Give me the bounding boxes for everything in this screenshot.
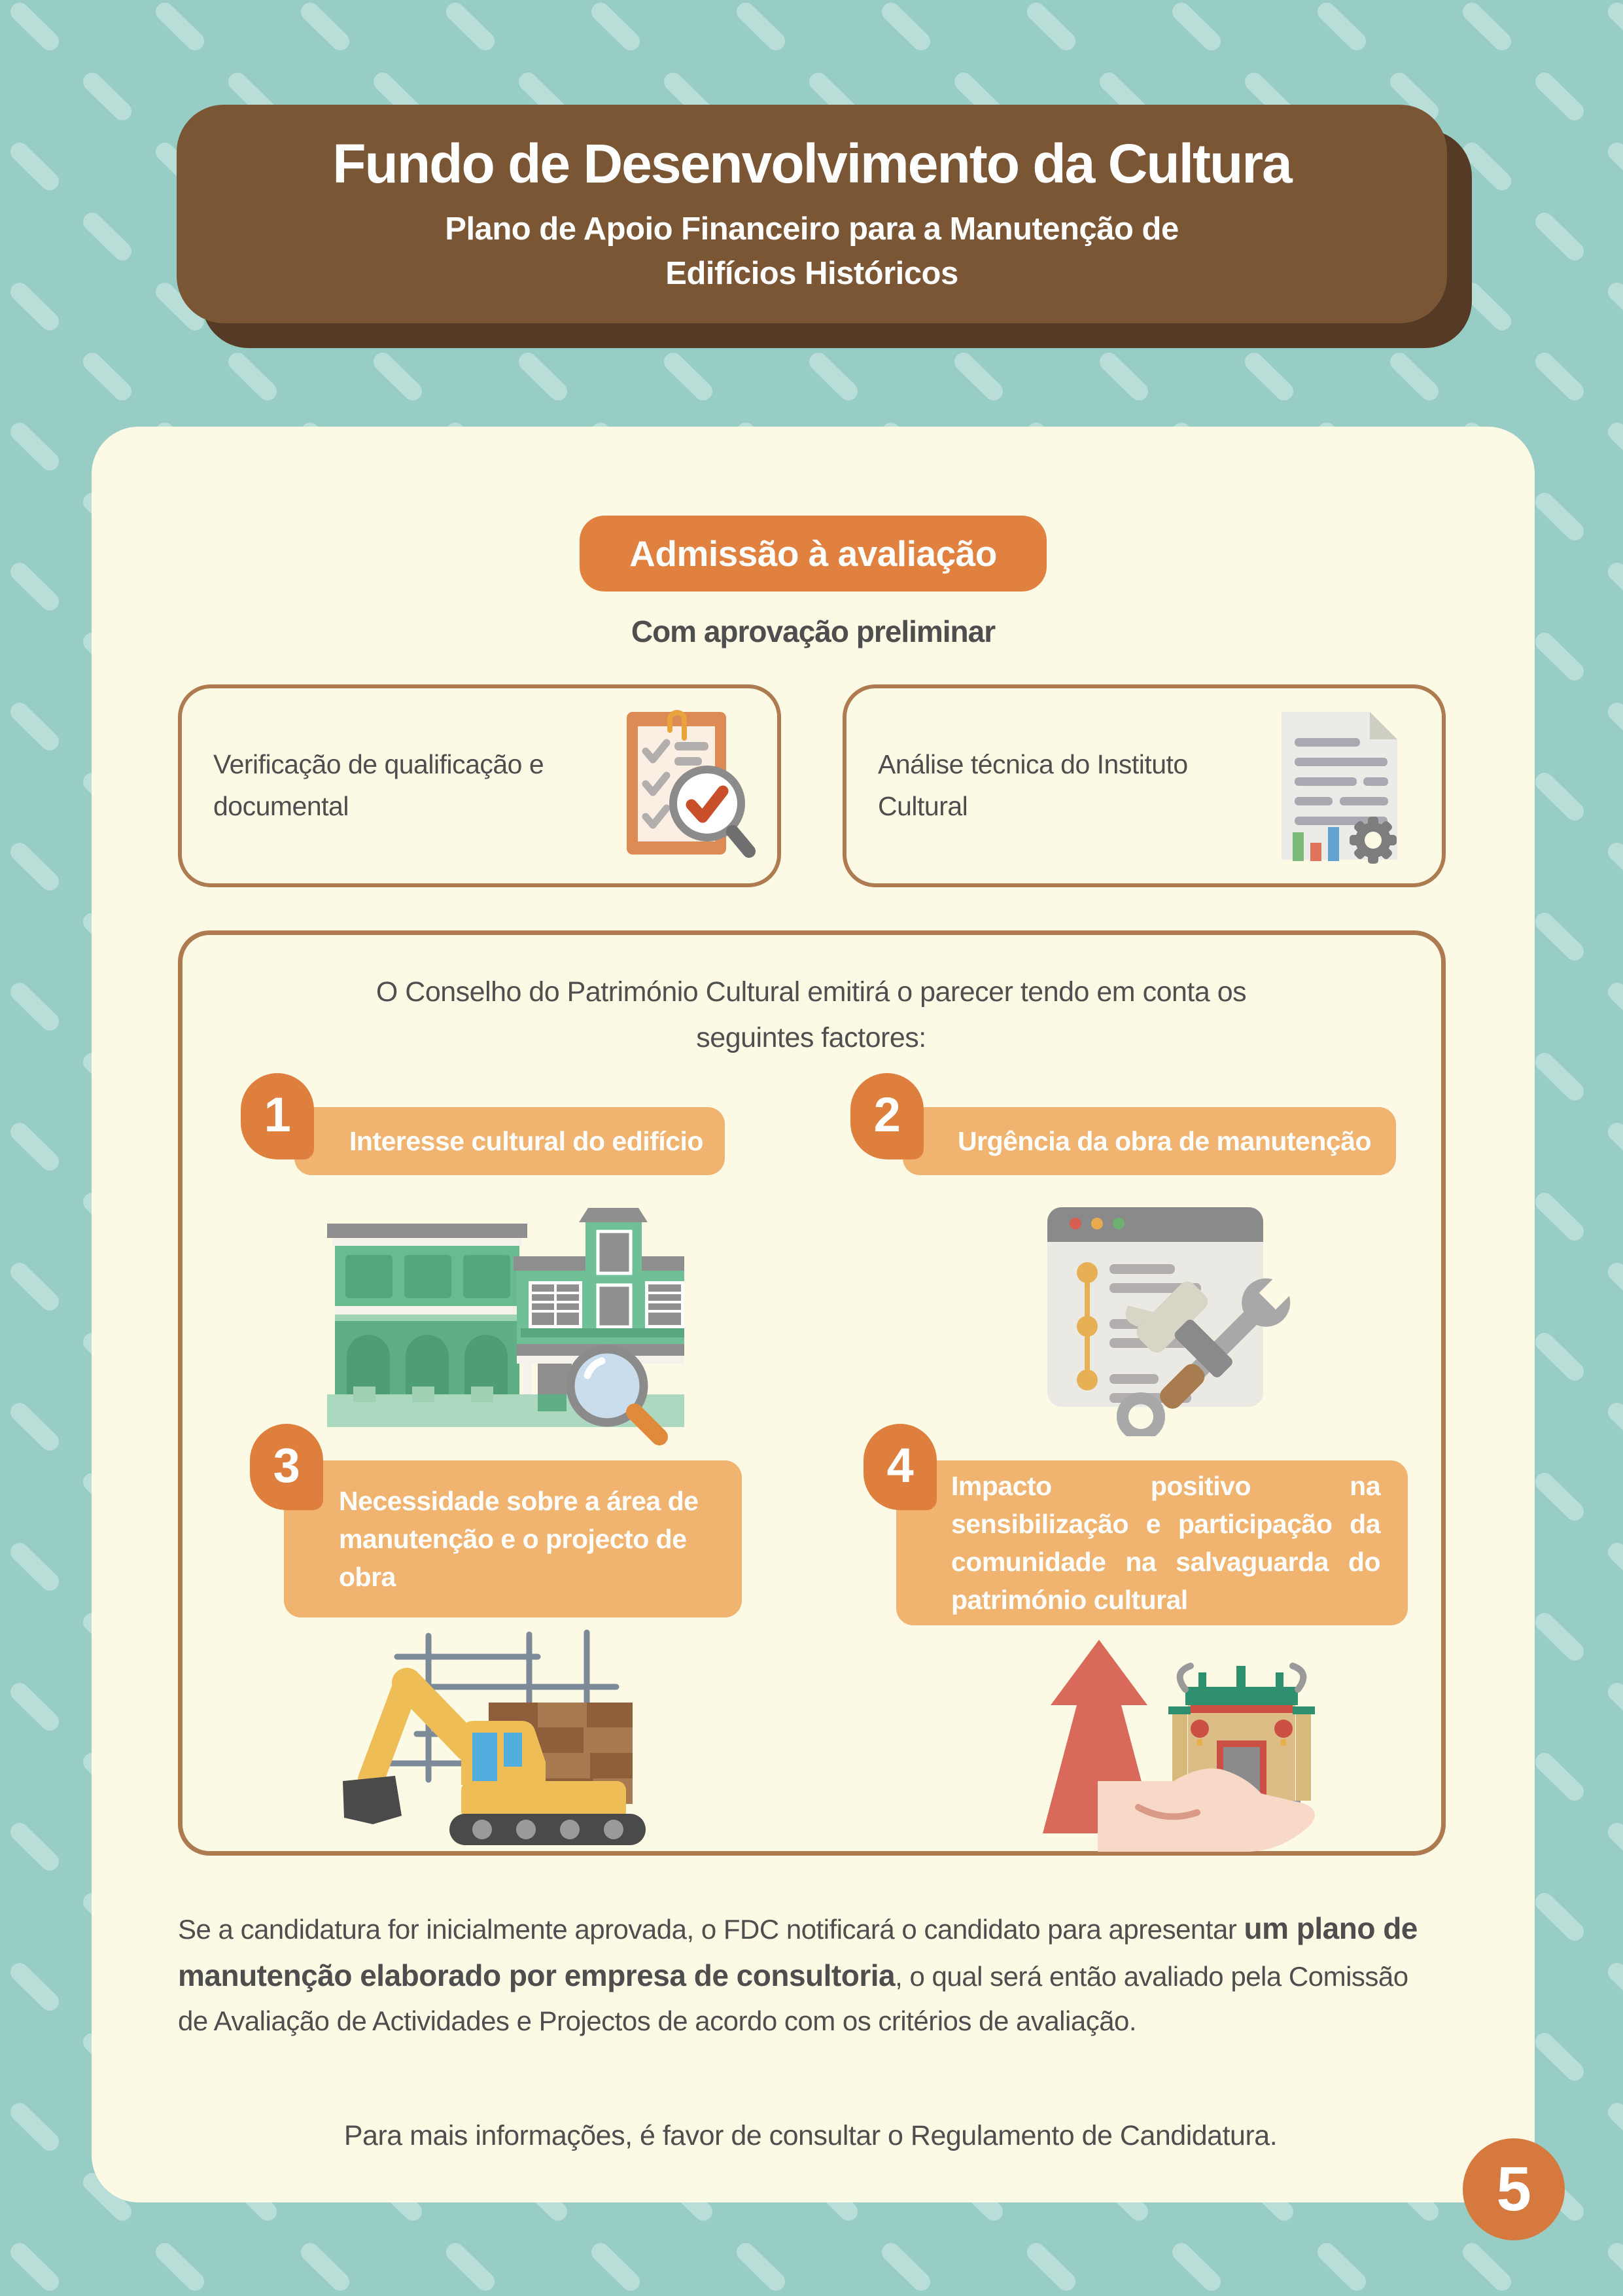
factor-4-label-text: Impacto positivo na sensibilização e participação da comunidade na salvaguarda do património cultural (951, 1470, 1380, 1616)
analysis-card (843, 684, 1446, 887)
closing-bold: um plano de manutenção elaborado por empresa de consultoria (178, 1911, 1418, 1992)
verification-card (178, 684, 781, 887)
maintenance-tools-icon (1044, 1191, 1302, 1436)
page-subtitle: Plano de Apoio Financeiro para a Manutenção de Edifícios Históricos (445, 211, 1179, 291)
closing-paragraph (178, 1905, 1443, 2042)
closing-part1: Se a candidatura for inicialmente aprovada, o FDC notificará o candidato para apresentar (178, 1914, 1244, 1945)
factor-1-label-text: Interesse cultural do edifício (349, 1125, 703, 1156)
report-gear-icon (1259, 704, 1422, 868)
admission-badge (580, 516, 1047, 592)
factor-3-number-badge (250, 1424, 323, 1510)
factor-2-number: 2 (873, 1087, 901, 1142)
factor-3-number: 3 (273, 1438, 300, 1492)
checklist-magnifier-icon (604, 704, 758, 868)
factor-2-label (903, 1107, 1396, 1175)
factor-1-label (294, 1107, 725, 1175)
admission-badge-label: Admissão à avaliação (629, 533, 997, 574)
info-note: Para mais informações, é favor de consultar o Regulamento de Candidatura. (343, 2120, 1278, 2151)
excavator-icon (335, 1629, 662, 1845)
page-title: Fundo de Desenvolvimento da Cultura (332, 132, 1291, 194)
factor-4-number: 4 (886, 1438, 914, 1492)
factor-1-number: 1 (264, 1087, 291, 1142)
analysis-card-text: Análise técnica do Instituto Cultural (878, 749, 1188, 821)
factor-3-label (284, 1460, 742, 1617)
factor-4-number-badge (864, 1424, 937, 1510)
closing-part2: , o qual será então avaliado pela Comissão de Avaliação de Actividades e Projectos de acordo com os critérios de avaliação. (178, 1960, 1408, 2036)
historic-building-icon (327, 1204, 693, 1446)
factor-4-label (896, 1460, 1408, 1625)
factor-1-number-badge (241, 1073, 314, 1159)
factor-3-label-text: Necessidade sobre a área de manutenção e o projecto de obra (339, 1485, 699, 1593)
factors-heading: O Conselho do Património Cultural emitirá o parecer tendo em conta os seguintes factores: (375, 976, 1247, 1053)
header (177, 105, 1447, 323)
factor-2-label-text: Urgência da obra de manutenção (958, 1125, 1372, 1156)
community-heritage-icon (1001, 1629, 1328, 1852)
page-number-badge (1463, 2138, 1565, 2240)
page-number: 5 (1496, 2154, 1531, 2224)
factor-2-number-badge (850, 1073, 924, 1159)
verification-card-text: Verificação de qualificação e documental (213, 749, 544, 821)
approval-subtitle: Com aprovação preliminar (631, 614, 996, 648)
